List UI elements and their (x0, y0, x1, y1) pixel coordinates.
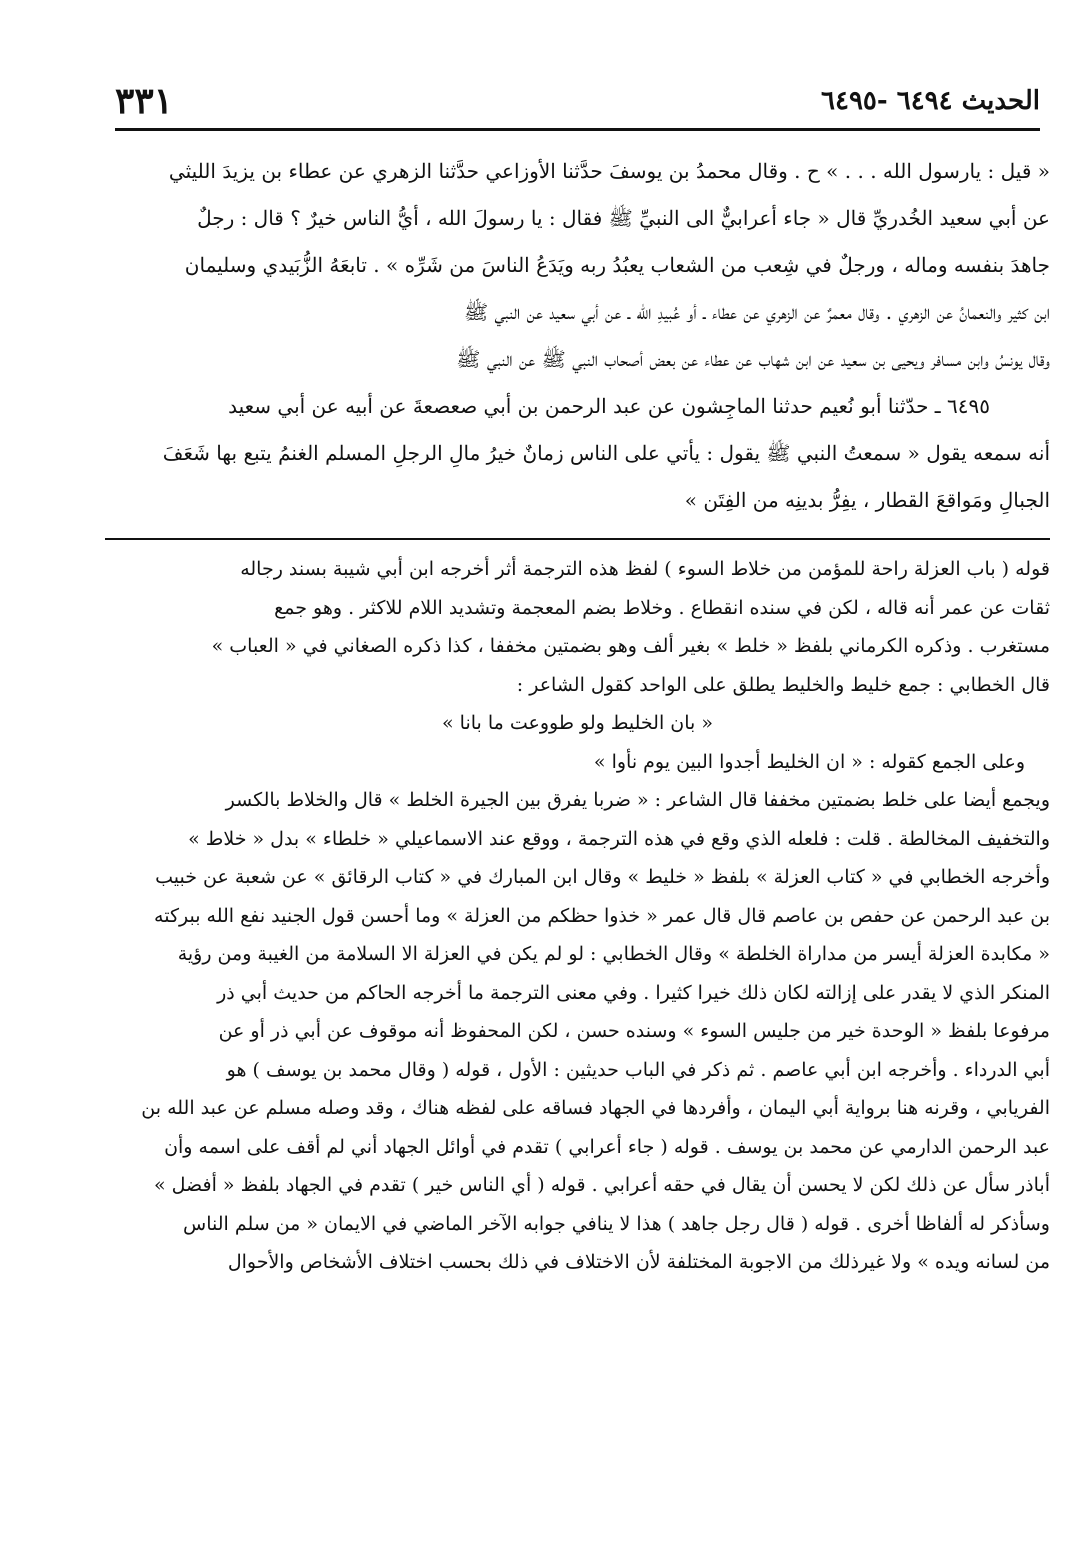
commentary-line: أباذر سأل عن ذلك لكن لا يحسن أن يقال في حقه أعرابي . قوله ( أي الناس خير ) تقدم في الجهاد بلفظ « أفضل » (153, 1174, 1050, 1196)
header-rule (115, 128, 1040, 131)
commentary-line: « مكابدة العزلة أيسر من مداراة الخلطة » وقال الخطابي : لو لم يكن في العزلة الا السلامة من الغيبة ومن رؤية (177, 943, 1050, 965)
page-number: ٣٣١ (115, 80, 174, 122)
commentary-line: الفريابي ، وقرنه هنا برواية أبي اليمان ، وأفردها في الجهاد فساقه على لفظه هناك ، وقد وصله مسلم عن عبد الله بن (141, 1097, 1050, 1119)
commentary-line: قوله ( باب العزلة راحة للمؤمن من خلاط السوء ) لفظ هذه الترجمة أثر أخرجه ابن أبي شيبة بسند رجاله (240, 558, 1050, 580)
commentary-line: المنكر الذي لا يقدر على إزالته لكان ذلك خيرا كثيرا . وفي معنى الترجمة ما أخرجه الحاكم من حديث أبي ذر (217, 981, 1050, 1004)
commentary-line: ثقات عن عمر أنه قاله ، لكن في سنده انقطاع . وخلاط بضم المعجمة وتشديد اللام للاكثر . وهو جمع (274, 596, 1050, 619)
commentary-line: بن عبد الرحمن عن حفص بن عاصم قال قال عمر « خذوا حظكم من العزلة » وما أحسن قول الجنيد نفع الله ببركته (154, 904, 1050, 927)
commentary-line: مستغرب . وذكره الكرماني بلفظ « خلط » بغير ألف وهو بضمتين مخففا ، كذا ذكره الصغاني في « العباب » (211, 635, 1050, 657)
commentary-line: والتخفيف المخالطة . قلت : فلعله الذي وقع في هذه الترجمة ، ووقع عند الاسماعيلي « خلطاء » بدل « خلاط » (188, 827, 1050, 850)
hadith-line: وقال يونسُ وابن مسافر ويحيى بن سعيد عن ابن شهاب عن عطاء عن بعض أصحاب النبي ﷺ عن النبي ﷺ (456, 347, 1050, 371)
poetry-verse: « بان الخليط ولو طووعت ما بانا » (442, 712, 713, 734)
hadith-line: ابن كثير والنعمانُ عن الزهري . وقال معمرٌ عن الزهري عن عطاء ـ أو عُبيدِ الله ـ عن أبي سعيد عن النبي ﷺ (463, 300, 1050, 324)
commentary-line: أبي الدرداء . وأخرجه ابن أبي عاصم . ثم ذكر في الباب حديثين : الأول ، قوله ( وقال محمد بن يوسف ) هو (226, 1058, 1050, 1081)
section-divider (105, 538, 1050, 540)
hadith-line: عن أبي سعيد الخُدريِّ قال « جاء أعرابيٌّ الى النبيِّ ﷺ فقال : يا رسولَ الله ، أيُّ الناس خيرٌ ؟ قال : رجلٌ (197, 206, 1050, 230)
hadith-line: « قيل : يارسول الله . . . » ح . وقال محمدُ بن يوسفَ حدَّثنا الأوزاعي حدَّثنا الزهري عن عطاء بن يزيدَ الليثي (168, 159, 1050, 183)
hadith-line: أنه سمعه يقول « سمعتُ النبي ﷺ يقول : يأتي على الناس زمانٌ خيرُ مالِ الرجلِ المسلم الغنمُ يتبع بها شَعَفَ (162, 441, 1050, 465)
commentary-line: وأخرجه الخطابي في « كتاب العزلة » بلفظ « خليط » وقال ابن المبارك في « كتاب الرقائق » عن شعبة عن خبيب (155, 866, 1050, 888)
page-header (115, 80, 1040, 130)
commentary-text (105, 550, 1050, 1282)
commentary-line: من لسانه ويده » ولا غيرذلك من الاجوبة المختلفة لأن الاختلاف في ذلك بحسب اختلاف الأشخاص والأحوال (227, 1251, 1050, 1273)
hadith-text (105, 148, 1050, 524)
hadith-line: جاهدَ بنفسه وماله ، ورجلٌ في شِعب من الشعاب يعبُدُ ربه ويَدَعُ الناسَ من شَرِّه » . تابعَهُ الزُّبَيدي وسليمان (184, 253, 1050, 277)
commentary-line: قال الخطابي : جمع خليط والخليط يطلق على الواحد كقول الشاعر : (516, 673, 1050, 696)
commentary-line: ويجمع أيضا على خلط بضمتين مخففا قال الشاعر : « ضربا يفرق بين الجيرة الخلط » قال والخلاط بالكسر (225, 789, 1050, 811)
commentary-line: مرفوعا بلفظ « الوحدة خير من جليس السوء » وسنده حسن ، لكن المحفوظ أنه موقوف عن أبي ذر أو عن (218, 1020, 1050, 1042)
commentary-line: عبد الرحمن الدارمي عن محمد بن يوسف . قوله ( جاء أعرابي ) تقدم في أوائل الجهاد أني لم أقف على اسمه وأن (164, 1135, 1050, 1158)
hadith-range: الحديث ٦٤٩٤ -٦٤٩٥ (821, 86, 1040, 116)
hadith-line: الجبالِ ومَواقعَ القطار ، يفِرُّ بدينِه من الفِتَن » (684, 488, 1050, 512)
hadith-line: ٦٤٩٥ ـ حدّثنا أبو نُعيم حدثنا الماجِشون عن عبد الرحمن بن أبي صعصعةَ عن أبيه عن أبي سعيد (228, 394, 990, 418)
commentary-line: وعلى الجمع كقوله : « ان الخليط أجدوا البين يوم نأوا » (593, 750, 1025, 773)
commentary-line: وسأذكر له ألفاظا أخرى . قوله ( قال رجل جاهد ) هذا لا ينافي جوابه الآخر الماضي في الايمان « من سلم الناس (183, 1212, 1050, 1235)
page-body (105, 148, 1050, 1282)
